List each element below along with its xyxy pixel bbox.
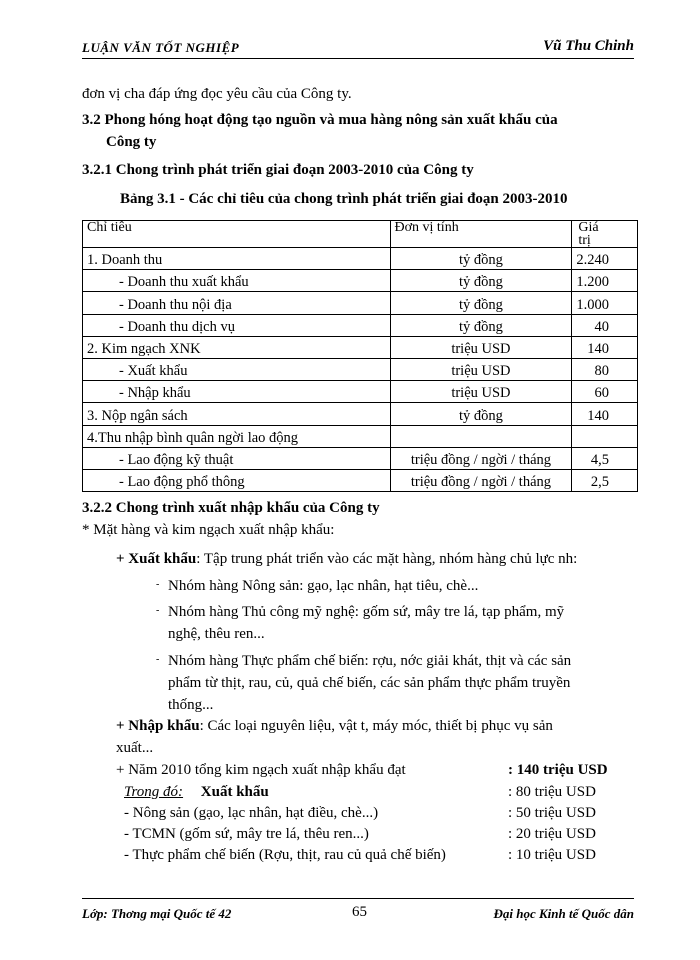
row-value: 2.240	[572, 248, 638, 270]
row-unit: tỷ đồng	[390, 292, 572, 314]
row-value: 60	[572, 381, 638, 403]
table-row	[83, 270, 638, 292]
section-3-2-1-heading: 3.2.1 Chong trình phát triển giai đoạn 2003-2010 của Công ty	[82, 162, 474, 178]
intro-line: đơn vị cha đáp ứng đọc yêu cầu của Công ty.	[82, 86, 352, 102]
breakdown-line	[124, 784, 269, 801]
row-unit: tỷ đồng	[390, 314, 572, 336]
section-3-2-heading: 3.2 Phong hóng hoạt động tạo nguồn và mua hàng nông sản xuất khẩu của	[82, 112, 558, 128]
table-row	[83, 381, 638, 403]
total-label: + Năm 2010 tổng kim ngạch xuất nhập khẩu đạt	[116, 762, 406, 778]
row-label: - Lao động phổ thông	[83, 469, 391, 491]
row-value: 40	[572, 314, 638, 336]
row-label: - Doanh thu nội địa	[83, 292, 391, 314]
subtitle: * Mặt hàng và kim ngạch xuất nhập khẩu:	[82, 522, 335, 538]
breakdown-prefix: Trong đó:	[124, 784, 184, 800]
export-item-cont: phẩm từ thịt, rau, củ, quả chế biến, các sản phẩm thực phẩm truyền	[168, 675, 571, 691]
export-item-cont: thống...	[168, 697, 214, 713]
import-line-cont: xuất...	[116, 740, 154, 756]
breakdown-value: : 50 triệu USD	[508, 805, 596, 821]
table-row	[83, 447, 638, 469]
row-value	[572, 425, 638, 447]
row-label: 1. Doanh thu	[83, 248, 391, 270]
export-item: Nhóm hàng Thực phẩm chế biến: rợu, nớc giải khát, thịt và các sản	[168, 653, 572, 669]
row-unit: tỷ đồng	[390, 403, 572, 425]
export-item: Nhóm hàng Thủ công mỹ nghệ: gốm sứ, mây tre lá, tạp phẩm, mỹ	[168, 604, 565, 620]
row-label: - Doanh thu xuất khẩu	[83, 270, 391, 292]
breakdown-value: : 20 triệu USD	[508, 826, 596, 842]
table-row	[83, 248, 638, 270]
row-value: 80	[572, 358, 638, 380]
row-label: 2. Kim ngạch XNK	[83, 336, 391, 358]
row-unit	[390, 425, 572, 447]
export-line	[116, 551, 577, 568]
row-label: 4.Thu nhập bình quân ngời lao động	[83, 425, 391, 447]
row-unit: tỷ đồng	[390, 248, 572, 270]
table-row	[83, 292, 638, 314]
import-line	[116, 718, 553, 735]
table-row	[83, 336, 638, 358]
bullet-dash-icon: -	[156, 605, 160, 616]
bullet-dash-icon: -	[156, 654, 160, 665]
total-value: : 140 triệu USD	[508, 762, 608, 778]
header-right: Vũ Thu Chinh	[543, 38, 634, 54]
row-value: 1.200	[572, 270, 638, 292]
row-unit: triệu USD	[390, 358, 572, 380]
breakdown-label: - Nông sản (gạo, lạc nhân, hạt điều, chè...)	[124, 805, 379, 821]
row-value: 140	[572, 403, 638, 425]
row-value: 4,5	[572, 447, 638, 469]
footer-left: Lớp: Thơng mại Quốc tế 42	[82, 906, 232, 921]
table-row	[83, 358, 638, 380]
breakdown-label: - TCMN (gốm sứ, mây tre lá, thêu ren...)	[124, 826, 369, 842]
indicators-table	[82, 220, 638, 492]
export-label: + Xuất khẩu	[116, 551, 197, 567]
table-row	[83, 469, 638, 491]
table-row	[83, 314, 638, 336]
breakdown-export-label: Xuất khẩu	[200, 784, 269, 800]
row-value: 2,5	[572, 469, 638, 491]
row-unit: triệu USD	[390, 381, 572, 403]
breakdown-value: : 10 triệu USD	[508, 847, 596, 863]
table-caption: Bảng 3.1 - Các chỉ tiêu của chong trình phát triển giai đoạn 2003-2010	[120, 191, 568, 207]
row-unit: triệu đồng / ngời / tháng	[390, 469, 572, 491]
footer-rule	[82, 898, 634, 899]
row-unit: triệu USD	[390, 336, 572, 358]
import-label: + Nhập khẩu	[116, 718, 200, 734]
footer-right: Đại học Kinh tế Quốc dân	[493, 906, 634, 921]
table-header-cell: Đơn vị tính	[390, 221, 572, 248]
header-rule	[82, 58, 634, 59]
section-3-2-heading-cont: Công ty	[106, 134, 157, 150]
row-value: 140	[572, 336, 638, 358]
row-label: - Lao động kỹ thuật	[83, 447, 391, 469]
breakdown-label: - Thực phẩm chế biến (Rợu, thịt, rau củ quả chế biến)	[124, 847, 446, 863]
export-text: : Tập trung phát triển vào các mặt hàng, nhóm hàng chủ lực nh:	[196, 551, 578, 567]
export-item-cont: nghệ, thêu ren...	[168, 626, 265, 642]
table-header-cell: Giá trị	[572, 221, 638, 248]
breakdown-value: : 80 triệu USD	[508, 784, 596, 800]
section-3-2-2-heading: 3.2.2 Chong trình xuất nhập khẩu của Công ty	[82, 500, 380, 516]
table-row	[83, 425, 638, 447]
row-label: - Doanh thu dịch vụ	[83, 314, 391, 336]
row-label: 3. Nộp ngân sách	[83, 403, 391, 425]
table-row	[83, 403, 638, 425]
table-header-row	[83, 221, 638, 248]
row-value: 1.000	[572, 292, 638, 314]
table-header-cell: Chỉ tiêu	[83, 221, 391, 248]
row-unit: triệu đồng / ngời / tháng	[390, 447, 572, 469]
row-label: - Nhập khẩu	[83, 381, 391, 403]
import-text: : Các loại nguyên liệu, vật t, máy móc, thiết bị phục vụ sản	[199, 718, 553, 734]
page-number: 65	[352, 904, 367, 920]
bullet-dash-icon: -	[156, 579, 160, 590]
export-item: Nhóm hàng Nông sản: gạo, lạc nhân, hạt tiêu, chè...	[168, 578, 479, 594]
row-unit: tỷ đồng	[390, 270, 572, 292]
row-label: - Xuất khẩu	[83, 358, 391, 380]
header-left: LUẬN VĂN TỐT NGHIỆP	[82, 40, 240, 55]
